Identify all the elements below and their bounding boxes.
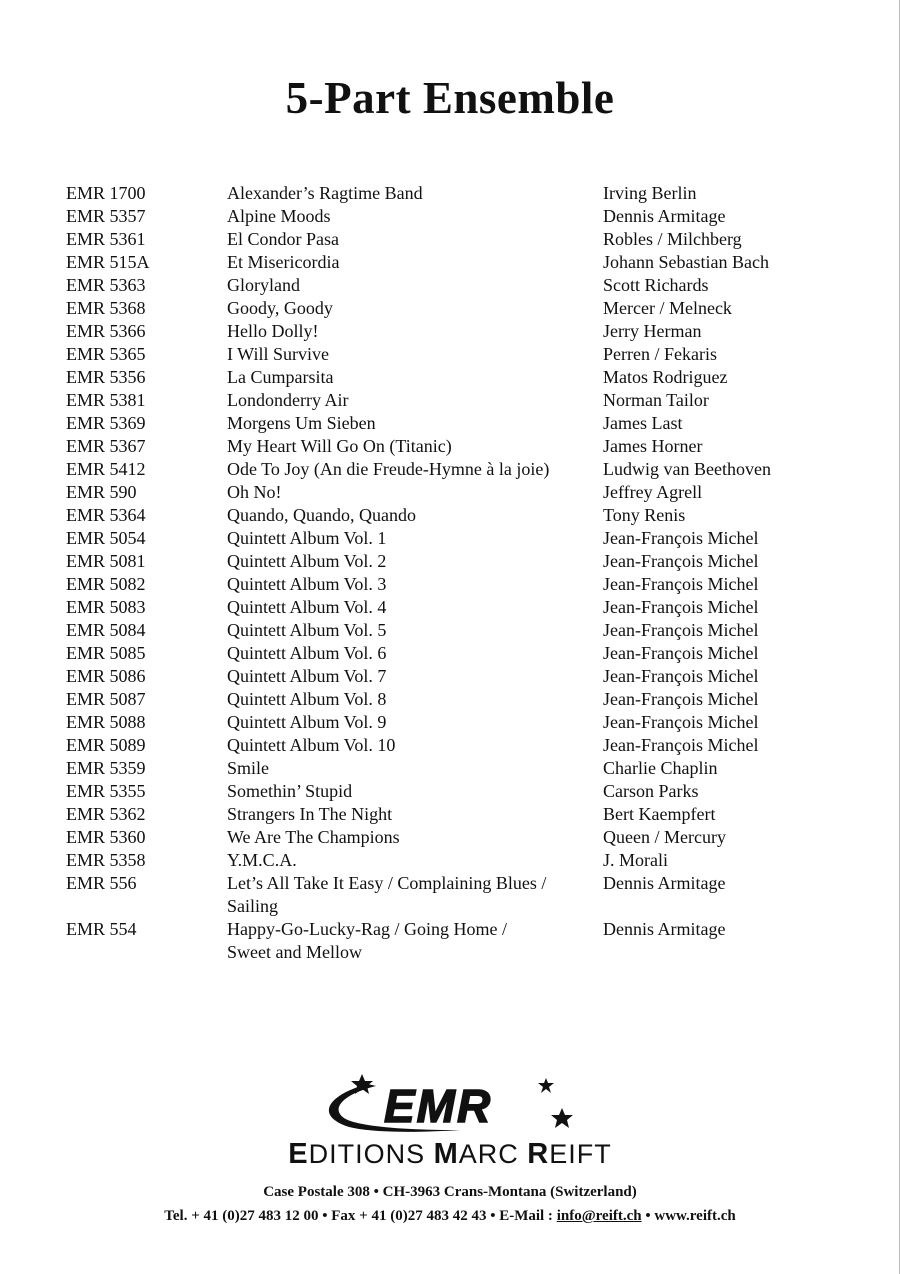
catalog-code: EMR 5356: [66, 367, 146, 387]
catalog-composer: Charlie Chaplin: [603, 758, 718, 778]
catalog-title-line: Goody, Goody: [227, 298, 333, 318]
catalog-composer: Norman Tailor: [603, 390, 709, 410]
catalog-title-line: Sweet and Mellow: [227, 942, 362, 962]
catalog-row: [66, 274, 826, 297]
catalog-title: [227, 803, 597, 826]
catalog-title-line: Quintett Album Vol. 8: [227, 689, 387, 709]
catalog-title-line: Quintett Album Vol. 10: [227, 735, 396, 755]
catalog-code: EMR 515A: [66, 252, 150, 272]
catalog-code: EMR 5082: [66, 574, 146, 594]
brand-initial: E: [288, 1138, 309, 1170]
catalog-code: EMR 5084: [66, 620, 146, 640]
catalog-row: [66, 412, 826, 435]
contact-website: • www.reift.ch: [641, 1208, 736, 1224]
catalog-row: [66, 228, 826, 251]
catalog-code: EMR 5366: [66, 321, 146, 341]
brand-word: ARC: [458, 1139, 528, 1169]
catalog-composer: Jean-François Michel: [603, 551, 759, 571]
catalog-row: [66, 205, 826, 228]
catalog-row: [66, 458, 826, 481]
catalog-title-line: Alpine Moods: [227, 206, 331, 226]
catalog-title-line: Quintett Album Vol. 4: [227, 597, 387, 617]
catalog-code: EMR 5367: [66, 436, 146, 456]
catalog-composer: Dennis Armitage: [603, 873, 726, 893]
catalog-code: EMR 1700: [66, 183, 146, 203]
catalog-title: [227, 596, 597, 619]
catalog-title-line: Ode To Joy (An die Freude-Hymne à la joie): [227, 459, 550, 479]
catalog-title: [227, 826, 597, 849]
catalog-composer: Jean-François Michel: [603, 735, 759, 755]
catalog-code: EMR 5360: [66, 827, 146, 847]
catalog-title-line: Oh No!: [227, 482, 282, 502]
catalog-title: [227, 619, 597, 642]
catalog-code: EMR 590: [66, 482, 137, 502]
catalog-title: [227, 849, 597, 872]
catalog-title-line: Quintett Album Vol. 1: [227, 528, 387, 548]
catalog-row: [66, 343, 826, 366]
catalog-composer: Scott Richards: [603, 275, 709, 295]
catalog-row: [66, 849, 826, 872]
catalog-composer: Jean-François Michel: [603, 597, 759, 617]
catalog-row: [66, 182, 826, 205]
catalog-composer: Jeffrey Agrell: [603, 482, 703, 502]
catalog-title-line: Quintett Album Vol. 3: [227, 574, 387, 594]
catalog-code: EMR 554: [66, 919, 137, 939]
catalog-row: [66, 688, 826, 711]
catalog-row: [66, 297, 826, 320]
logo-text: EMR: [384, 1080, 493, 1132]
catalog-title-line: Quintett Album Vol. 5: [227, 620, 387, 640]
catalog-title: [227, 527, 597, 550]
catalog-row: [66, 734, 826, 757]
email-link[interactable]: info@reift.ch: [556, 1208, 642, 1224]
catalog-title: [227, 389, 597, 412]
catalog-row: [66, 711, 826, 734]
publisher-name: [0, 1138, 900, 1171]
catalog-title-line: Quintett Album Vol. 2: [227, 551, 387, 571]
catalog-code: EMR 5086: [66, 666, 146, 686]
catalog-composer: Jean-François Michel: [603, 643, 759, 663]
catalog-composer: Queen / Mercury: [603, 827, 726, 847]
catalog-composer: Dennis Armitage: [603, 919, 726, 939]
catalog-title: [227, 711, 597, 734]
catalog-title: [227, 504, 597, 527]
catalog-title-line: Morgens Um Sieben: [227, 413, 376, 433]
catalog-title: [227, 642, 597, 665]
catalog-composer: Ludwig van Beethoven: [603, 459, 771, 479]
catalog-title-line: El Condor Pasa: [227, 229, 339, 249]
catalog-title-line: I Will Survive: [227, 344, 329, 364]
catalog-title-line: Let’s All Take It Easy / Complaining Blues /: [227, 873, 547, 893]
catalog-composer: J. Morali: [603, 850, 668, 870]
logo-star: [551, 1108, 573, 1128]
catalog-row: [66, 504, 826, 527]
catalog-row: [66, 619, 826, 642]
catalog-title-line: We Are The Champions: [227, 827, 400, 847]
catalog-title: [227, 688, 597, 711]
catalog-row: [66, 527, 826, 550]
catalog-row: [66, 251, 826, 274]
catalog-row: [66, 803, 826, 826]
catalog-code: EMR 5085: [66, 643, 146, 663]
catalog-title-line: Smile: [227, 758, 270, 778]
catalog-code: EMR 5359: [66, 758, 146, 778]
catalog-title: [227, 872, 597, 918]
catalog-code: EMR 5412: [66, 459, 146, 479]
catalog-composer: Jean-François Michel: [603, 666, 759, 686]
catalog-title-line: Et Misericordia: [227, 252, 340, 272]
catalog-title: [227, 182, 597, 205]
catalog-title: [227, 481, 597, 504]
catalog-code: EMR 5369: [66, 413, 146, 433]
catalog-title-line: Sailing: [227, 896, 279, 916]
catalog-title: [227, 734, 597, 757]
catalog-title-line: Quando, Quando, Quando: [227, 505, 416, 525]
catalog-composer: Jean-François Michel: [603, 712, 759, 732]
catalog-title-line: La Cumparsita: [227, 367, 334, 387]
catalog-row: [66, 481, 826, 504]
catalog-code: EMR 5081: [66, 551, 146, 571]
catalog-title-line: Happy-Go-Lucky-Rag / Going Home /: [227, 919, 507, 939]
catalog-title-line: Y.M.C.A.: [227, 850, 297, 870]
catalog-composer: James Horner: [603, 436, 703, 456]
catalog-row: [66, 780, 826, 803]
catalog-title: [227, 412, 597, 435]
catalog-title: [227, 205, 597, 228]
catalog-title: [227, 297, 597, 320]
catalog-code: EMR 5357: [66, 206, 146, 226]
logo-star: [538, 1078, 554, 1093]
catalog-row: [66, 872, 826, 918]
catalog-title: [227, 320, 597, 343]
catalog-title-line: Strangers In The Night: [227, 804, 393, 824]
catalog-title-line: Gloryland: [227, 275, 300, 295]
catalog-composer: Jean-François Michel: [603, 620, 759, 640]
catalog-code: EMR 5089: [66, 735, 146, 755]
catalog-code: EMR 5358: [66, 850, 146, 870]
catalog-composer: Jean-François Michel: [603, 528, 759, 548]
catalog-title: [227, 343, 597, 366]
brand-word: DITIONS: [308, 1139, 434, 1169]
catalog-row: [66, 596, 826, 619]
catalog-code: EMR 5361: [66, 229, 146, 249]
catalog-composer: Matos Rodriguez: [603, 367, 728, 387]
catalog-composer: Jean-François Michel: [603, 689, 759, 709]
catalog-title-line: Hello Dolly!: [227, 321, 319, 341]
brand-initial: R: [527, 1138, 550, 1170]
catalog-code: EMR 5054: [66, 528, 146, 548]
contact-phone-fax: Tel. + 41 (0)27 483 12 00 • Fax + 41 (0)27 483 42 43 • E-Mail :: [164, 1208, 557, 1224]
catalog-composer: James Last: [603, 413, 683, 433]
catalog-title-line: Alexander’s Ragtime Band: [227, 183, 423, 203]
catalog-code: EMR 5362: [66, 804, 146, 824]
catalog-title-line: Quintett Album Vol. 9: [227, 712, 387, 732]
catalog-title: [227, 757, 597, 780]
catalog-composer: Irving Berlin: [603, 183, 697, 203]
catalog-code: EMR 5363: [66, 275, 146, 295]
catalog-title: [227, 251, 597, 274]
catalog-code: EMR 556: [66, 873, 137, 893]
catalog-row: [66, 389, 826, 412]
catalog-title: [227, 458, 597, 481]
catalog-title: [227, 366, 597, 389]
catalog-title-line: Londonderry Air: [227, 390, 349, 410]
catalog-row: [66, 826, 826, 849]
page-title: 5-Part Ensemble: [285, 73, 615, 123]
emr-logo-graphic: [310, 1070, 590, 1142]
catalog-title: [227, 665, 597, 688]
catalog-composer: Dennis Armitage: [603, 206, 726, 226]
catalog-code: EMR 5365: [66, 344, 146, 364]
catalog-row: [66, 918, 826, 964]
catalog-row: [66, 573, 826, 596]
brand-word: EIFT: [549, 1139, 612, 1169]
catalog-code: EMR 5087: [66, 689, 146, 709]
catalog-title-line: My Heart Will Go On (Titanic): [227, 436, 452, 456]
catalog-title: [227, 435, 597, 458]
catalog-title: [227, 780, 597, 803]
catalog-composer: Jerry Herman: [603, 321, 702, 341]
catalog-code: EMR 5083: [66, 597, 146, 617]
catalog-row: [66, 757, 826, 780]
catalog-title: [227, 228, 597, 251]
catalog-row: [66, 642, 826, 665]
catalog-list: [66, 182, 826, 964]
catalog-code: EMR 5368: [66, 298, 146, 318]
catalog-row: [66, 320, 826, 343]
catalog-title: [227, 274, 597, 297]
emr-logo: [0, 1070, 900, 1145]
catalog-title-line: Quintett Album Vol. 6: [227, 643, 387, 663]
catalog-composer: Robles / Milchberg: [603, 229, 742, 249]
catalog-title-line: Quintett Album Vol. 7: [227, 666, 387, 686]
catalog-title: [227, 550, 597, 573]
catalog-composer: Carson Parks: [603, 781, 699, 801]
brand-initial: M: [433, 1138, 459, 1170]
catalog-composer: Mercer / Melneck: [603, 298, 732, 318]
catalog-row: [66, 550, 826, 573]
publisher-contact: [0, 1208, 900, 1225]
catalog-title: [227, 573, 597, 596]
catalog-composer: Perren / Fekaris: [603, 344, 717, 364]
catalog-row: [66, 435, 826, 458]
catalog-row: [66, 366, 826, 389]
catalog-code: EMR 5364: [66, 505, 146, 525]
catalog-title-line: Somethin’ Stupid: [227, 781, 353, 801]
catalog-composer: Johann Sebastian Bach: [603, 252, 769, 272]
publisher-address: Case Postale 308 • CH-3963 Crans-Montana (Switzerland): [263, 1184, 637, 1200]
catalog-code: EMR 5381: [66, 390, 146, 410]
catalog-composer: Tony Renis: [603, 505, 686, 525]
catalog-composer: Jean-François Michel: [603, 574, 759, 594]
catalog-composer: Bert Kaempfert: [603, 804, 716, 824]
catalog-code: EMR 5088: [66, 712, 146, 732]
catalog-code: EMR 5355: [66, 781, 146, 801]
catalog-title: [227, 918, 597, 964]
catalog-row: [66, 665, 826, 688]
